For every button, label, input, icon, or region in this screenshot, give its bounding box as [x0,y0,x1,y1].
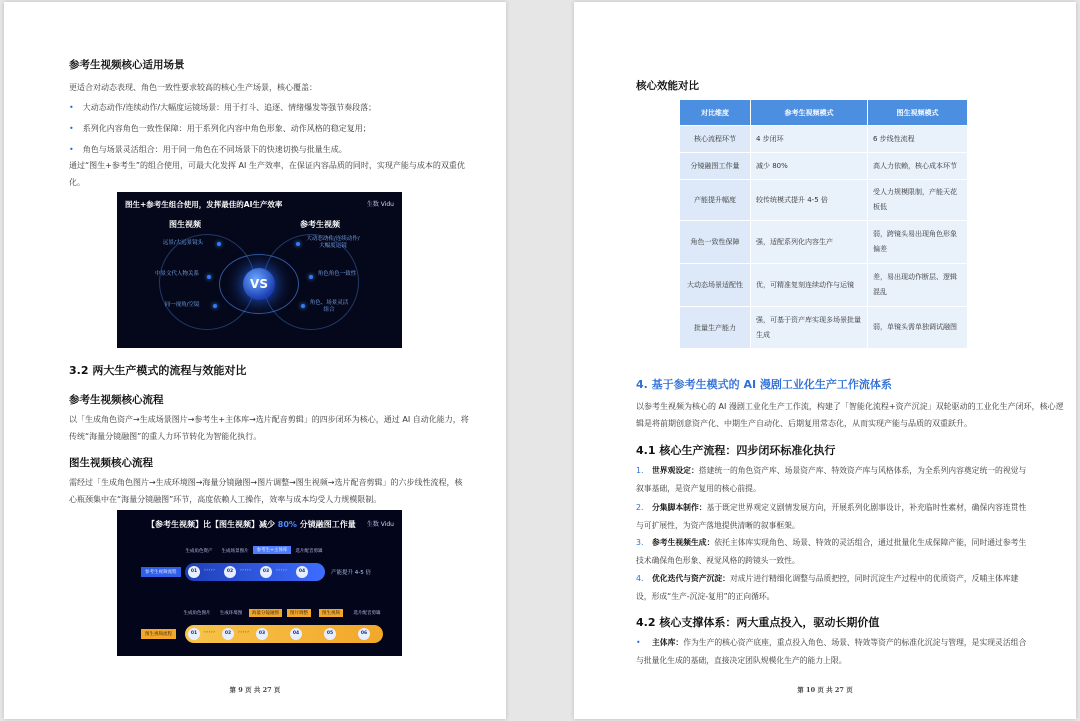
table-header-row [680,100,968,126]
list-item: 3. 参考生视频生成：依托主体库实现角色、场景、特效的灵活组合，通过批量化生成保障产能，同时通过参考生 技术确保角色形象、视觉风格的跨镜头一致性。 [636,538,1027,565]
node-dot [213,304,217,308]
section-heading-3-2: 3.2 两大生产模式的流程与效能对比 [69,364,247,377]
list-item: 1. 世界观设定：搭建统一的角色资产库、场景资产库、特效资产库与风格体系，为全系列内容奠定统一的视觉与 叙事基础，是资产复用的核心前提。 [636,466,1027,493]
table-cell: 角色一致性保障 [680,221,751,264]
table-cell: 分镜融图工作量 [680,153,751,180]
heading-ref-scene: 参考生视频核心适用场景 [69,59,185,71]
brand-logo: 生数 Vidu [366,201,394,208]
step-label: 生成场景图片 [221,549,249,554]
flow-arrows: ››››› [238,630,250,635]
table-cell: 核心流程环节 [680,126,751,153]
step-number: 03 [256,628,268,640]
flow-arrows: ››››› [204,568,216,573]
section-heading-4-2: 4.2 核心支撑体系：两大重点投入，驱动长期价值 [636,616,880,629]
comparison-infographic [117,192,402,348]
table-header: 对比维度 [680,100,751,126]
ref-flow-tag: 参考生视频流程 [141,567,181,577]
capacity-note: 产能提升 4-5 倍 [331,570,371,576]
step-number: 01 [188,566,200,578]
bullet-item: • 大动态动作/连续动作/大幅度运镜场景：用于打斗、追逐、情绪爆发等强节奏段落； [69,103,377,112]
step-label: 选片配音剪辑 [295,549,323,554]
left-item-label: 同一视角/空镜 [164,302,200,308]
table-cell: 大动态场景适配性 [680,264,751,307]
step-number: 06 [358,628,370,640]
node-dot [207,275,211,279]
heading-ref-flow: 参考生视频核心流程 [69,394,164,406]
table-cell: 弱，跨镜头易出现角色形象偏差 [868,221,968,264]
table-cell: 6 步线性流程 [868,126,968,153]
bullet-item: • 系列化内容角色一致性保障：用于系列化内容中角色形象、动作风格的稳定复用； [69,124,371,133]
table-row [680,153,968,180]
left-item-label: 远景/大远景镜头 [162,240,204,246]
ref-flow-paragraph: 以「生成角色资产→生成场景图片→参考生+主体库→选片配音剪辑」的四步闭环为核心，通过 AI 自动化能力，将 传统“海量分镜融图”的重人力环节转化为智能化执行。 [69,415,469,441]
bullet-item: • 角色与场景灵活组合：用于同一角色在不同场景下的快速切换与批量生成。 [69,145,347,154]
table-cell: 批量生产能力 [680,307,751,349]
step-label: 生成角色资产 [185,549,213,554]
table-cell: 受人力规模限制，产能天花板低 [868,180,968,221]
table-cell: 减少 80% [751,153,868,180]
page-footer: 第 10 页 共 27 页 [797,686,853,694]
right-item-label: 大动态动作/连续动作/大幅度运镜 [306,236,360,249]
step-number: 05 [324,628,336,640]
right-item-label: 角色、场景灵活组合 [309,300,349,313]
table-cell: 强，适配系列化内容生产 [751,221,868,264]
step-number: 03 [260,566,272,578]
flow-arrows: ››››› [204,630,216,635]
page-footer: 第 9 页 共 27 页 [229,686,281,694]
node-dot [309,275,313,279]
workflow-infographic [117,510,402,656]
table-cell: 弱，单镜头需单独调试融图 [868,307,968,349]
table-cell: 强，可基于资产库实现多场景批量生成 [751,307,868,349]
heading-img-flow: 图生视频核心流程 [69,457,153,469]
node-dot [301,304,305,308]
list-item: 2. 分集脚本制作：基于既定世界观定义剧情发展方向，开展系列化剧事设计，补充临时性素材，确保内容连贯性 与可扩展性，为资产落地提供清晰的叙事框架。 [636,503,1027,530]
step-label: 图生视频 [319,609,343,617]
right-column-title: 参考生视频 [300,220,340,229]
heading-compare: 核心效能对比 [636,80,699,92]
list-item: 4. 优化迭代与资产沉淀：对成片进行精细化调整与品质把控，同时沉淀生产过程中的优质资产，反哺主体库建 设，形成“生产-沉淀-复用”的正向循环。 [636,574,1019,601]
table-header: 参考生视频模式 [751,100,868,126]
table-row [680,307,968,349]
table-cell: 优，可精准复刻连续动作与运镜 [751,264,868,307]
step-number: 02 [222,628,234,640]
left-item-label: 中景文代人物关系 [155,271,200,277]
img-flow-tag: 图生视频流程 [141,629,176,639]
brand-logo: 生数 Vidu [366,521,394,528]
table-row [680,264,968,307]
combo-paragraph: 通过“图生+参考生”的组合使用，可最大化发挥 AI 生产效率，在保证内容品质的同时，实现产能与成本的双重优 化。 [69,161,465,187]
figure-title: 【参考生视频】比【图生视频】减少 80% 分镜融图工作量 [147,520,356,529]
left-column-title: 图生视频 [169,220,201,229]
step-number: 02 [224,566,236,578]
table-header: 图生视频模式 [868,100,968,126]
step-number: 01 [188,628,200,640]
table-row [680,221,968,264]
table-cell: 产能提升幅度 [680,180,751,221]
document-page-left [4,2,506,719]
figure-title: 图生+参考生组合使用，发挥最佳的AI生产效率 [125,200,283,209]
node-dot [296,242,300,246]
table-cell: 差，易出现动作断层、逻辑混乱 [868,264,968,307]
step-label: 图片调整 [287,609,311,617]
step-label: 选片配音剪辑 [353,611,381,616]
document-page-right [574,2,1076,719]
table-cell: 4 步闭环 [751,126,868,153]
step-label: 生成环境图 [219,611,243,616]
table-cell: 较传统模式提升 4-5 倍 [751,180,868,221]
list-item: • 主体库：作为生产的核心资产底座，重点投入角色、场景、特效等资产的标准化沉淀与管理，是实现灵活组合 与批量化生成的基础，直接决定团队规模化生产的能力上限。 [636,638,1027,665]
step-number: 04 [296,566,308,578]
comparison-table [679,99,968,349]
step-number: 04 [290,628,302,640]
step-label: 参考生+主体库 [253,546,291,554]
step-label: 生成角色图片 [183,611,211,616]
intro-text: 更适合对动态表现、角色一致性要求较高的核心生产场景，核心覆盖： [69,83,317,92]
flow-arrows: ››››› [240,568,252,573]
section-4-paragraph: 以参考生视频为核心的 AI 漫剧工业化生产工作流，构建了「智能化流程+资产沉淀」双轮驱动的工业化生产闭环，核心逻 辑是将前期创意资产化、中期生产自动化、后期复用常态化，从而实现产能与品质的双重跃升。 [636,402,1064,428]
right-item-label: 角色角色一致性 [317,271,357,277]
table-row [680,180,968,221]
flow-arrows: ››››› [276,568,288,573]
table-cell: 高人力依赖，核心成本环节 [868,153,968,180]
vs-badge: VS [243,268,275,300]
section-heading-4-1: 4.1 核心生产流程：四步闭环标准化执行 [636,444,836,457]
table-row [680,126,968,153]
section-heading-4: 4. 基于参考生模式的 AI 漫剧工业化生产工作流体系 [636,378,892,391]
node-dot [217,242,221,246]
img-flow-paragraph: 需经过「生成角色图片→生成环境图→海量分镜融图→图片调整→图生视频→选片配音剪辑」的六步线性流程，核 心瓶颈集中在“海量分镜融图”环节，高度依赖人工操作，效率与成本均受人力规模限制。 [69,478,463,504]
step-label: 海量分镜融图 [249,609,282,617]
